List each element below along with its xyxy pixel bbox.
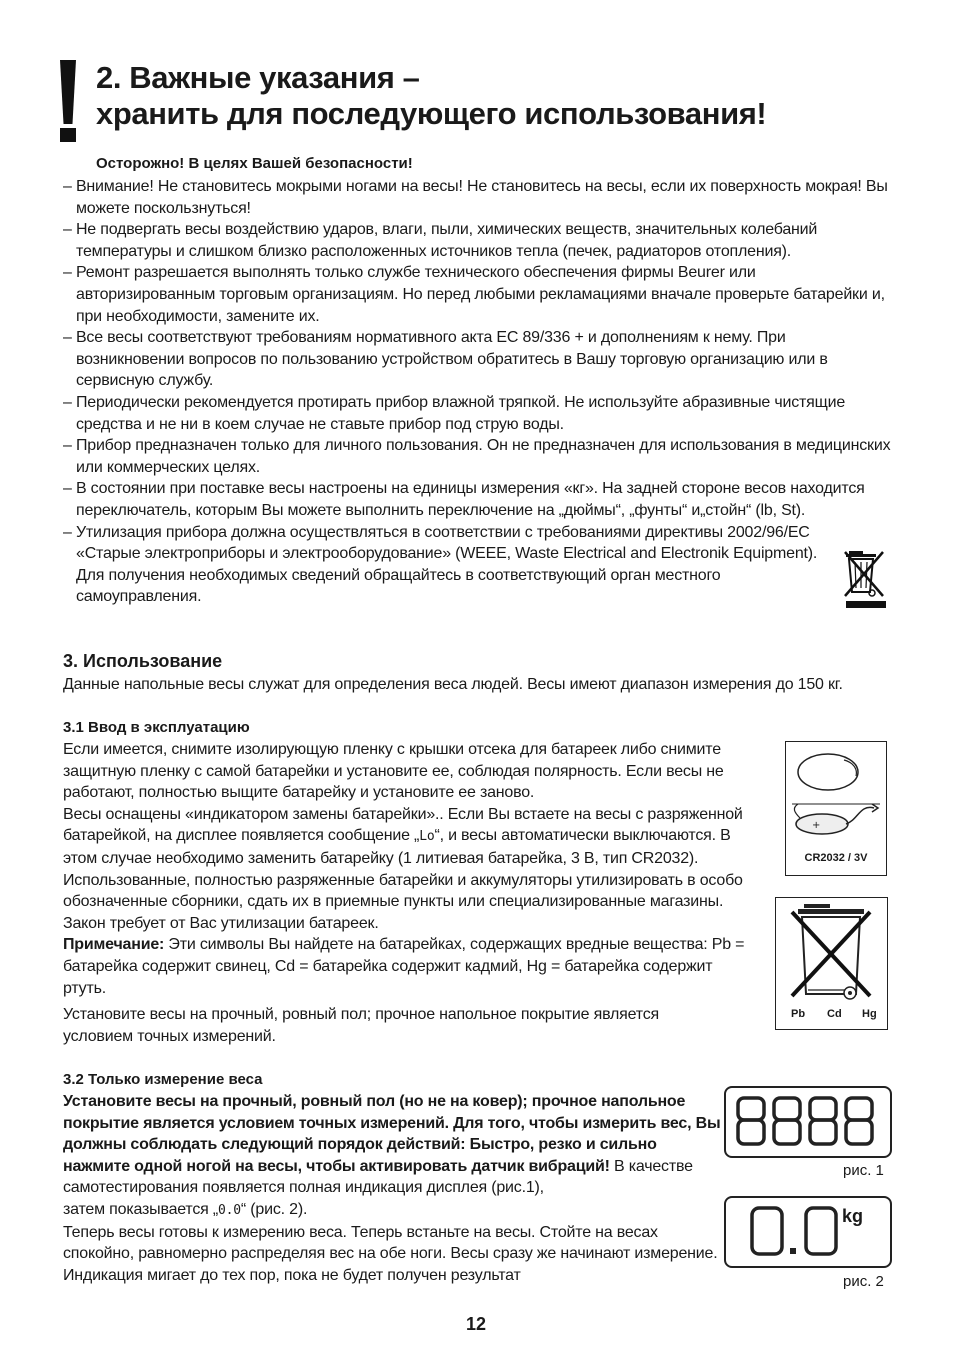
note-text: Эти символы Вы найдете на батарейках, содержащих вредные вещества: Pb = батарейка содержит свинец, Cd = батарейка содержит кадмий, Hg = батарейка содержит ртуть. xyxy=(63,936,745,997)
bullet-item: – Внимание! Не становитесь мокрыми ногами на весы! Не становитесь на весы, если их поверхность мокрая! Вы можете поскользнуться! xyxy=(63,178,888,217)
label-hg: Hg xyxy=(862,1008,877,1020)
battery-illustration xyxy=(786,742,886,852)
figure-1-caption: рис. 1 xyxy=(843,1162,884,1179)
lcd-all-segments xyxy=(726,1088,890,1156)
battery-figure xyxy=(785,741,887,876)
bullet-item: – Прибор предназначен только для личного пользования. Он не предназначен для использования в медицинских или коммерческих целях. xyxy=(63,437,891,476)
display-figure-2 xyxy=(724,1196,892,1268)
lcd-lo-symbol: Lo xyxy=(419,829,435,845)
subsection-3-1-body xyxy=(63,739,758,999)
note-label: Примечание: xyxy=(63,936,165,954)
subsection-3-1-title: 3.1 Ввод в эксплуатацию xyxy=(63,719,250,736)
svg-text:+: + xyxy=(812,820,821,831)
paragraph xyxy=(63,1091,723,1199)
paragraph xyxy=(63,1199,723,1222)
subsection-3-2-title: 3.2 Только измерение веса xyxy=(63,1071,263,1088)
title-line-1: 2. Важные указания – xyxy=(96,60,420,95)
paragraph xyxy=(63,934,758,999)
section-3-intro: Данные напольные весы служат для определения веса людей. Весы имеют диапазон измерения до 150 кг. xyxy=(63,676,843,693)
battery-disposal-figure xyxy=(775,897,888,1030)
bullet-item: – Периодически рекомендуется протирать прибор влажной тряпкой. Не используйте абразивные чистящие средства и не ни в коем случае не ставьте прибор под струю воды. xyxy=(63,393,846,433)
lcd-zero-reading xyxy=(726,1198,890,1266)
warning-exclamation-icon xyxy=(58,60,78,142)
label-cd: Cd xyxy=(827,1008,842,1020)
subsection-3-2-body xyxy=(63,1091,723,1286)
caution-heading: Осторожно! В целях Вашей безопасности! xyxy=(96,155,413,172)
bold-instruction: Установите весы на прочный, ровный пол (но не на ковер); прочное напольное покрытие является условием точных измерений. Для того, чтобы измерить вес, Вы должны соблюдать следующий порядок действий: Быстро, резко и сильно нажмите одной ногой на весы, чтобы активировать датчик вибраций! xyxy=(63,1093,721,1175)
weee-bin-icon xyxy=(843,548,889,610)
section-2-title xyxy=(96,60,766,132)
lcd-zero-symbol: 0.0 xyxy=(218,1202,241,1218)
paragraph: Теперь весы готовы к измерению веса. Теперь встаньте на весы. Стойте на весах спокойно, равномерно распределяя вес на обе ноги. Весы сразу же начинают измерение. Индикация мигает до тех пор, пока не будет получен результат xyxy=(63,1223,718,1284)
page-number: 12 xyxy=(466,1314,487,1334)
bullet-item: – Не подвергать весы воздействию ударов, влаги, пыли, химических веществ, значительных колебаний температуры и слишком близко расположенных источников тепла (печек, радиаторов отопления). xyxy=(63,221,818,260)
text: “ (рис. 2). xyxy=(240,1200,308,1218)
bullet-item: – Ремонт разрешается выполнять только службе технического обеспечения фирмы Beurer или авторизированным торговым организациям. Но перед любыми рекламациями вначале проверьте батарейки и, при необходимости, замените их. xyxy=(63,264,885,325)
label-pb: Pb xyxy=(791,1008,806,1020)
display-figure-1 xyxy=(724,1086,892,1158)
crossed-bin-icon xyxy=(776,898,887,1006)
text: “, и весы автоматически выключаются. В этом случае необходимо заменить батарейку (1 литиевая батарейка, 3 В, тип CR2032). Использованные, полностью разряженные батарейки и аккумуляторы утилизировать в особо обозначенные сборники, сдать их в приемные пункты или специализированные магазины. Закон требует от Вас утилизации батареек. xyxy=(63,827,743,932)
bullet-item: – В состоянии при поставке весы настроены на единицы измерения «кг». На задней стороне весов находится переключатель, которым Вы можете выполнить переключение на „дюймы“, „фунты“ и„стойн“ (lb, St). xyxy=(63,480,865,519)
text: затем показывается „ xyxy=(63,1200,219,1218)
bullet-item: – Все весы соответствуют требованиям нормативного акта ЕС 89/336 + и дополнениям к нему. При возникновении вопросов по пользованию устройством обратитесь в Вашу торговую организацию или в сервисную службу. xyxy=(63,329,828,390)
text: В качестве самотестирования появляется полная индикация дисплея (рис.1), xyxy=(63,1157,693,1197)
figure-2-caption: рис. 2 xyxy=(843,1273,884,1290)
bullet-item-disposal: – Утилизация прибора должна осуществляться в соответствии с требованиями директивы 2002/96/EC «Старые электроприборы и электрооборудование» (WEEE, Waste Electrical and Electronik Equipment). Для получения необходимых сведений обращайтесь в соответствующий орган местного самоуправления. xyxy=(63,523,818,606)
section-3-title: 3. Использование xyxy=(63,651,223,671)
paragraph: Если имеется, снимите изолирующую пленку с крышки отсека для батареек либо снимите защитную пленку с самой батарейки и установите ее, соблюдая полярность. Если весы не работают, полностью выщите батарейку и установите ее заново. xyxy=(63,741,724,802)
paragraph: Установите весы на прочный, ровный пол; прочное напольное покрытие является условием точных измерений. xyxy=(63,1006,659,1045)
safety-bullet-list xyxy=(63,176,893,608)
unit-kg: kg xyxy=(842,1206,864,1226)
paragraph xyxy=(63,804,758,935)
battery-label: CR2032 / 3V xyxy=(804,852,868,864)
text: Весы оснащены «индикатором замены батарейки».. Если Вы встаете на весы с разряженной батарейкой, на дисплее появляется сообщение „ xyxy=(63,805,743,845)
title-line-2: хранить для последующего использования! xyxy=(96,96,767,131)
